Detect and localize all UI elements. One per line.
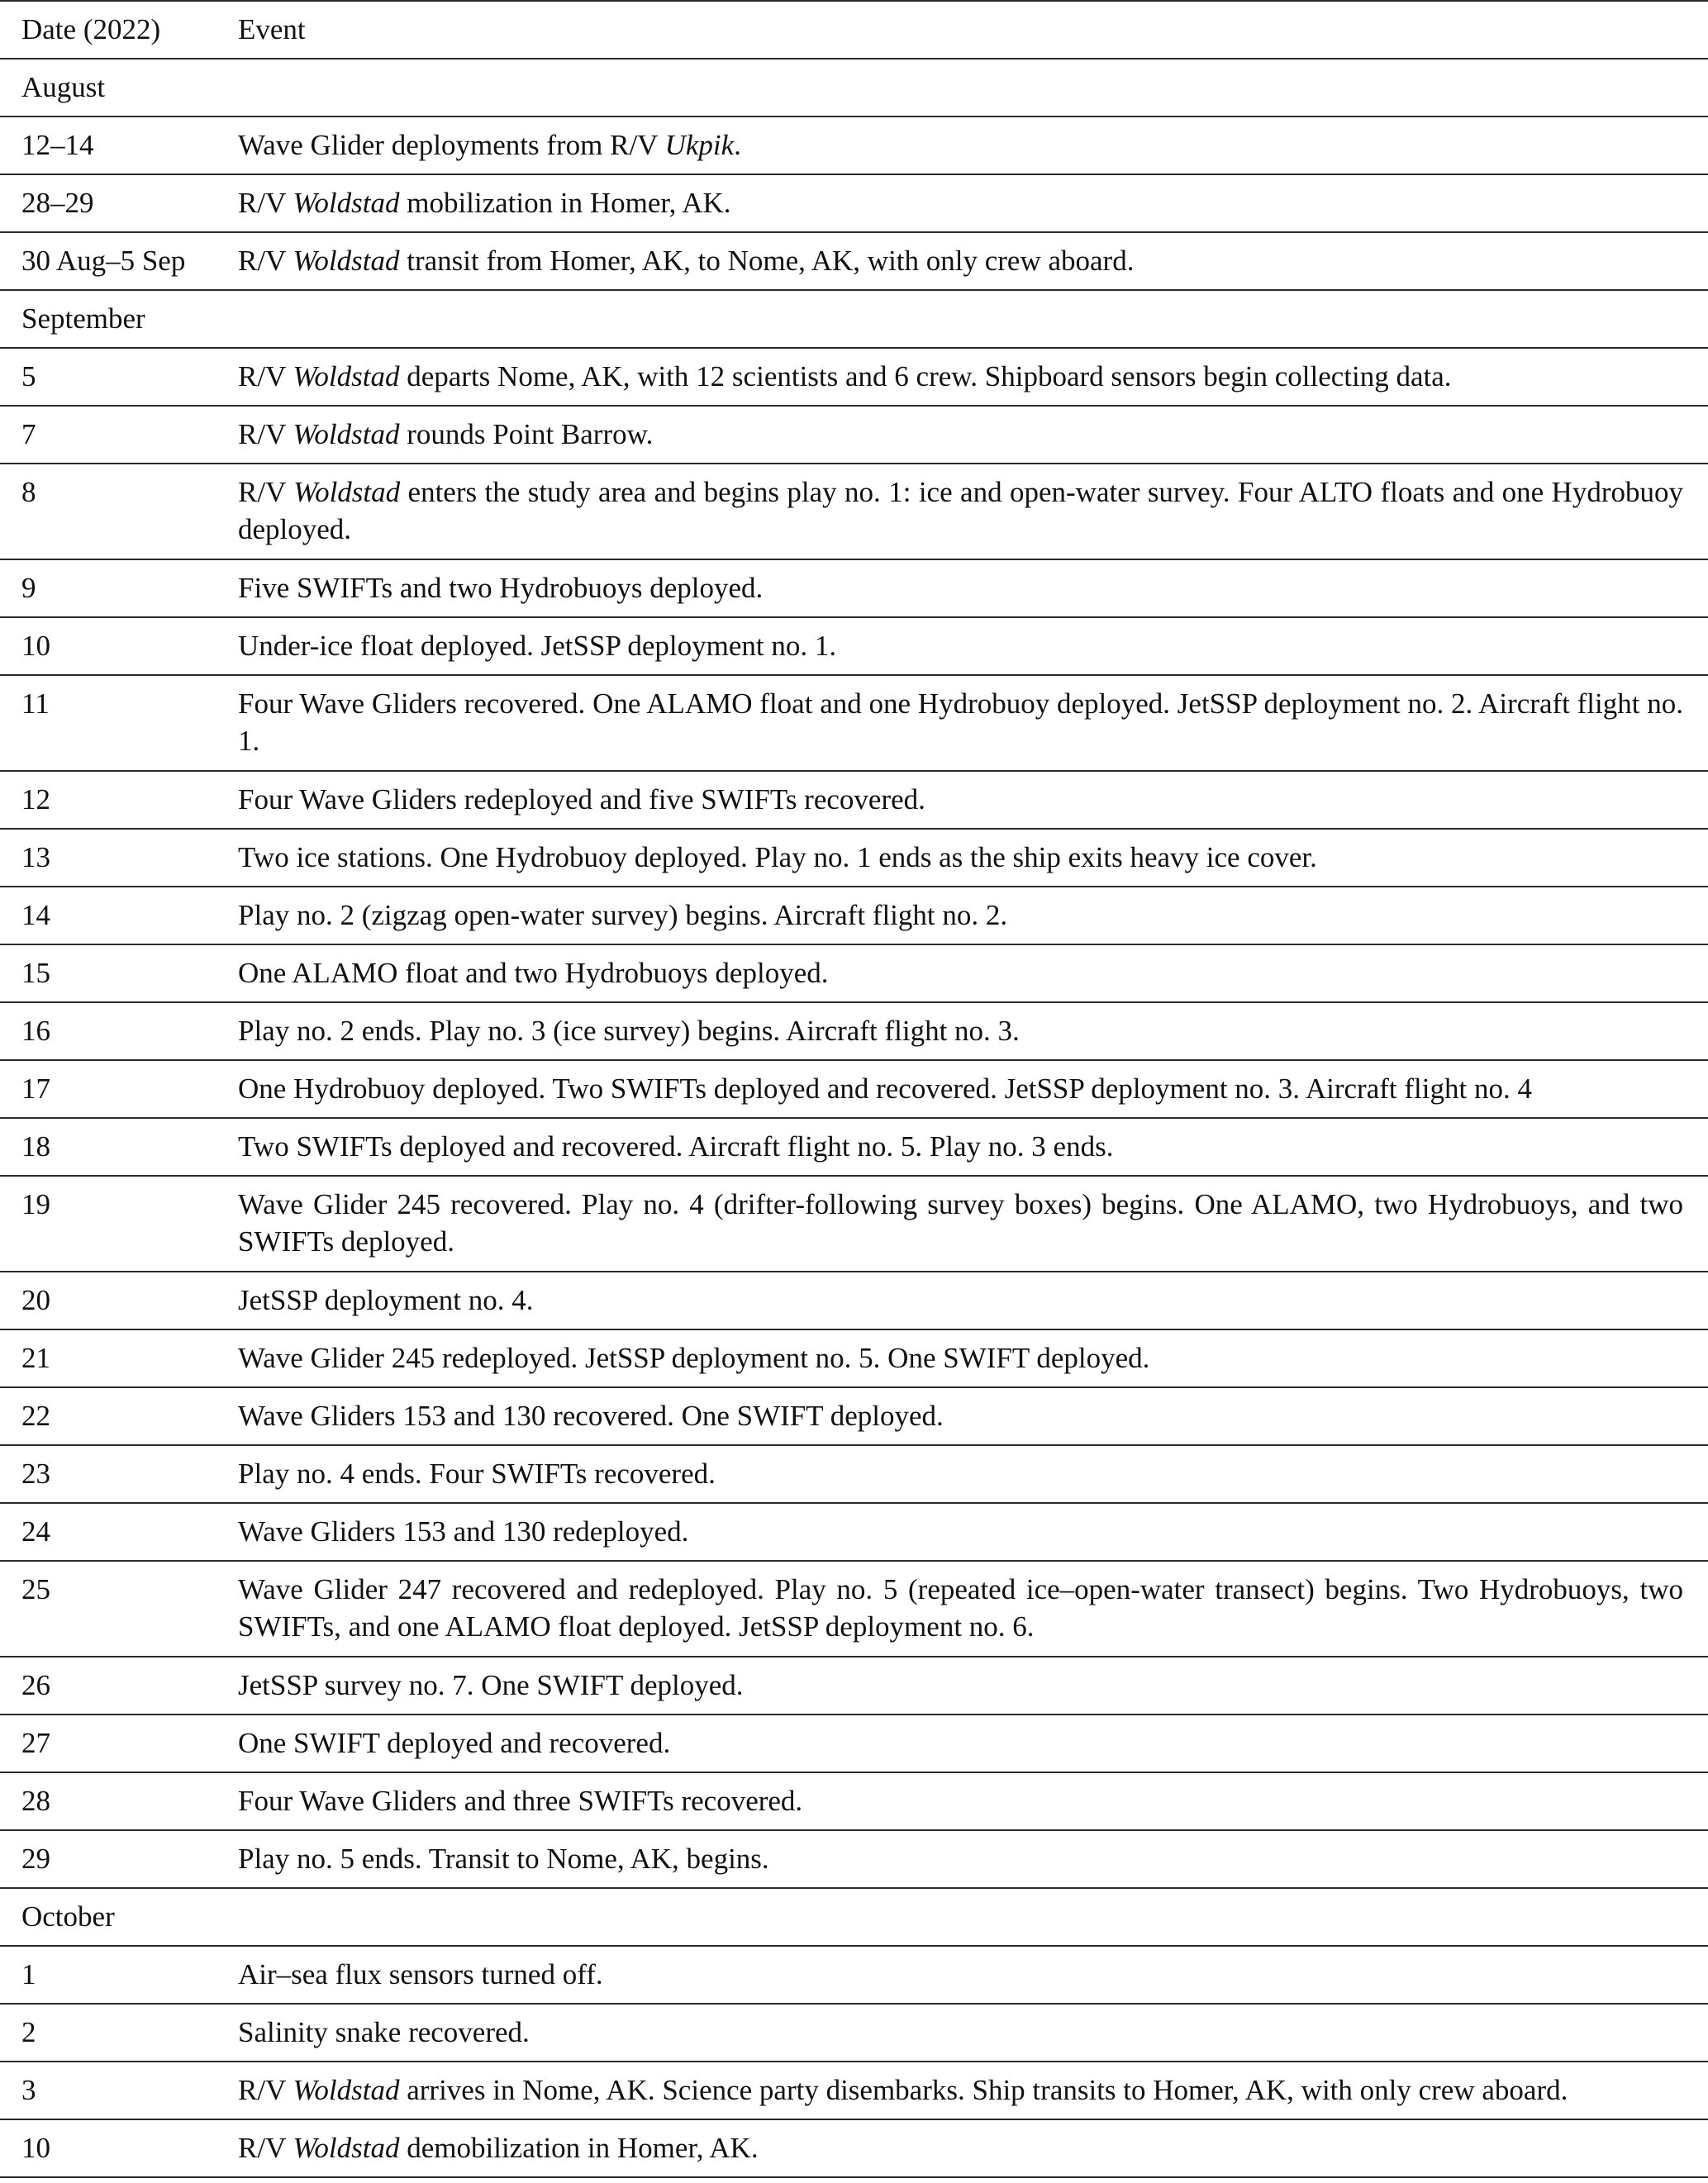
date-cell — [0, 406, 238, 464]
event-text-segment: Play no. 2 ends. Play no. 3 (ice survey) begins. Aircraft flight no. 3. — [238, 1015, 1020, 1047]
table-row — [0, 1060, 1708, 1118]
event-text — [238, 887, 1683, 944]
date-cell — [0, 348, 238, 406]
event-column-header — [238, 1, 1708, 59]
date-column-header — [0, 1, 238, 59]
event-cell — [238, 1445, 1708, 1503]
date-label: 29 — [21, 1843, 50, 1875]
table-row — [0, 464, 1708, 559]
event-text-segment: R/V — [238, 187, 293, 219]
date-label: 30 Aug–5 Sep — [21, 245, 186, 277]
date-cell — [0, 1445, 238, 1503]
table-row — [0, 406, 1708, 464]
event-text — [238, 1061, 1683, 1117]
date-cell — [0, 1118, 238, 1176]
table-header-row — [0, 1, 1708, 59]
event-text — [238, 1947, 1683, 2003]
event-text — [238, 291, 1683, 310]
date-cell — [0, 559, 238, 617]
event-text — [238, 945, 1683, 1001]
date-label: 15 — [21, 957, 50, 989]
date-label: 26 — [21, 1669, 50, 1701]
date-label: 22 — [21, 1400, 50, 1432]
event-text — [238, 1388, 1683, 1444]
event-text — [238, 59, 1683, 78]
event-text-segment: Four Wave Gliders redeployed and five SWIFTs recovered. — [238, 783, 925, 816]
event-cell — [238, 675, 1708, 771]
event-text-segment: R/V — [238, 476, 294, 508]
table-row — [0, 1715, 1708, 1772]
date-cell — [0, 944, 238, 1002]
event-cell — [238, 2062, 1708, 2119]
event-text — [238, 1889, 1683, 1908]
event-cell — [238, 1888, 1708, 1946]
event-text-segment: Four Wave Gliders and three SWIFTs recovered. — [238, 1785, 803, 1817]
event-text-segment: Wave Gliders 153 and 130 recovered. One SWIFT deployed. — [238, 1400, 944, 1432]
date-label: 12–14 — [21, 129, 94, 161]
event-cell — [238, 2004, 1708, 2062]
table-row — [0, 675, 1708, 771]
event-text — [238, 1177, 1683, 1270]
date-cell — [0, 617, 238, 675]
event-cell — [238, 1329, 1708, 1387]
vessel-name: Woldstad — [293, 245, 400, 277]
date-label: 11 — [21, 687, 50, 720]
table-row — [0, 2119, 1708, 2177]
date-label: 19 — [21, 1188, 50, 1220]
vessel-name: Woldstad — [293, 187, 400, 219]
event-text-segment: Two ice stations. One Hydrobuoy deployed. Play no. 1 ends as the ship exits heavy ice cover. — [238, 841, 1317, 873]
event-text-segment: Wave Glider 245 redeployed. JetSSP deployment no. 5. One SWIFT deployed. — [238, 1342, 1150, 1374]
event-cell — [238, 887, 1708, 944]
month-section-row — [0, 1888, 1708, 1946]
event-text-segment: Four Wave Gliders recovered. One ALAMO float and one Hydrobuoy deployed. JetSSP deployment no. 2. Aircraft flight no. 1. — [238, 687, 1683, 757]
event-text-segment: . — [734, 129, 741, 161]
table-row — [0, 1387, 1708, 1445]
event-text-segment: Two SWIFTs deployed and recovered. Aircraft flight no. 5. Play no. 3 ends. — [238, 1130, 1114, 1163]
date-cell — [0, 1946, 238, 2004]
event-text-segment: Air–sea flux sensors turned off. — [238, 1958, 603, 1990]
event-text — [238, 1119, 1683, 1175]
event-text-segment: enters the study area and begins play no. 1: ice and open-water survey. Four ALTO floats and one Hydrobuoy deployed. — [238, 476, 1683, 545]
date-cell — [0, 2004, 238, 2062]
event-text — [238, 676, 1683, 769]
table-row — [0, 2004, 1708, 2062]
table-row — [0, 1445, 1708, 1503]
event-text — [238, 117, 1683, 174]
table-row — [0, 1830, 1708, 1888]
event-text — [238, 2062, 1683, 2119]
event-text-segment: departs Nome, AK, with 12 scientists and 6 crew. Shipboard sensors begin collecting data. — [399, 360, 1452, 392]
date-label: 10 — [21, 630, 50, 662]
event-text — [238, 1562, 1683, 1655]
event-cell — [238, 771, 1708, 829]
date-label: 24 — [21, 1515, 50, 1548]
event-cell — [238, 559, 1708, 617]
table-row — [0, 829, 1708, 887]
event-cell — [238, 406, 1708, 464]
event-text — [238, 772, 1683, 828]
event-header-label: Event — [238, 13, 306, 45]
event-text-segment: Play no. 4 ends. Four SWIFTs recovered. — [238, 1458, 716, 1490]
vessel-name: Woldstad — [293, 360, 400, 392]
event-cell — [238, 1002, 1708, 1060]
date-label: 28 — [21, 1785, 50, 1817]
table-row — [0, 617, 1708, 675]
date-cell — [0, 1772, 238, 1830]
event-cell — [238, 1176, 1708, 1272]
table-row — [0, 117, 1708, 174]
date-cell — [0, 174, 238, 232]
event-text-segment: R/V — [238, 2132, 293, 2164]
table-row — [0, 1272, 1708, 1329]
date-cell — [0, 1503, 238, 1561]
event-text-segment: One Hydrobuoy deployed. Two SWIFTs deployed and recovered. JetSSP deployment no. 3. Aircraft flight no. 4 — [238, 1072, 1532, 1105]
event-cell — [238, 1772, 1708, 1830]
event-cell — [238, 1060, 1708, 1118]
date-cell — [0, 464, 238, 559]
table-row — [0, 2062, 1708, 2119]
table-row — [0, 1946, 1708, 2004]
date-cell — [0, 887, 238, 944]
event-cell — [238, 59, 1708, 117]
date-cell — [0, 1561, 238, 1657]
event-text-segment: Play no. 5 ends. Transit to Nome, AK, begins. — [238, 1843, 769, 1875]
date-label: 25 — [21, 1573, 50, 1605]
date-cell — [0, 232, 238, 290]
table-row — [0, 348, 1708, 406]
event-cell — [238, 1272, 1708, 1329]
date-cell — [0, 675, 238, 771]
table-row — [0, 232, 1708, 290]
table-row — [0, 1657, 1708, 1715]
date-cell — [0, 1888, 238, 1946]
date-cell — [0, 829, 238, 887]
event-text — [238, 1773, 1683, 1829]
date-cell — [0, 2062, 238, 2119]
event-text — [238, 1330, 1683, 1386]
table-row — [0, 1176, 1708, 1272]
event-cell — [238, 1946, 1708, 2004]
date-label: 2 — [21, 2016, 36, 2048]
event-text-segment: Salinity snake recovered. — [238, 2016, 530, 2048]
vessel-name: Woldstad — [293, 476, 401, 508]
event-cell — [238, 944, 1708, 1002]
date-label: October — [21, 1900, 115, 1933]
event-text — [238, 233, 1683, 289]
event-text-segment: arrives in Nome, AK. Science party disembarks. Ship transits to Homer, AK, with only crew aboard. — [399, 2074, 1568, 2106]
date-cell — [0, 1329, 238, 1387]
event-cell — [238, 617, 1708, 675]
date-label: 10 — [21, 2132, 50, 2164]
event-text-segment: R/V — [238, 360, 293, 392]
event-text — [238, 1446, 1683, 1502]
date-label: 13 — [21, 841, 50, 873]
event-text — [238, 1504, 1683, 1560]
event-text — [238, 2120, 1683, 2176]
event-cell — [238, 174, 1708, 232]
event-cell — [238, 1561, 1708, 1657]
date-label: 8 — [21, 476, 36, 508]
event-text-segment: demobilization in Homer, AK. — [399, 2132, 759, 2164]
date-cell — [0, 1715, 238, 1772]
date-label: 21 — [21, 1342, 50, 1374]
event-text-segment: JetSSP survey no. 7. One SWIFT deployed. — [238, 1669, 744, 1701]
date-label: 16 — [21, 1015, 50, 1047]
vessel-name: Woldstad — [293, 418, 400, 450]
month-section-row — [0, 290, 1708, 348]
event-text-segment: transit from Homer, AK, to Nome, AK, with only crew aboard. — [399, 245, 1135, 277]
date-cell — [0, 1060, 238, 1118]
vessel-name: Ukpik — [664, 129, 735, 161]
event-text-segment: Wave Glider 247 recovered and redeployed. Play no. 5 (repeated ice–open-water transect) begins. Two Hydrobuoys, two SWIFTs, and one ALAMO float deployed. JetSSP deployment no. 6. — [238, 1573, 1683, 1643]
event-cell — [238, 1657, 1708, 1715]
date-label: 18 — [21, 1130, 50, 1163]
event-text — [238, 175, 1683, 231]
event-text — [238, 407, 1683, 463]
event-text — [238, 560, 1683, 616]
date-label: 9 — [21, 572, 36, 604]
date-label: 5 — [21, 360, 36, 392]
event-text-segment: Wave Gliders 153 and 130 redeployed. — [238, 1515, 689, 1548]
event-text — [238, 1831, 1683, 1887]
table-row — [0, 944, 1708, 1002]
event-text-segment: R/V — [238, 245, 293, 277]
date-cell — [0, 1657, 238, 1715]
date-label: 3 — [21, 2074, 36, 2106]
event-text-segment: mobilization in Homer, AK. — [399, 187, 731, 219]
event-text — [238, 618, 1683, 674]
event-cell — [238, 290, 1708, 348]
table-row — [0, 1772, 1708, 1830]
event-text-segment: Under-ice float deployed. JetSSP deployment no. 1. — [238, 630, 837, 662]
event-text-segment: Play no. 2 (zigzag open-water survey) begins. Aircraft flight no. 2. — [238, 899, 1008, 931]
date-cell — [0, 290, 238, 348]
event-cell — [238, 348, 1708, 406]
event-text — [238, 2005, 1683, 2061]
date-cell — [0, 1830, 238, 1888]
event-cell — [238, 1830, 1708, 1888]
date-label: 1 — [21, 1958, 36, 1990]
event-text-segment: Wave Glider 245 recovered. Play no. 4 (drifter-following survey boxes) begins. One ALAMO, two Hydrobuoys, and two SWIFTs deployed. — [238, 1188, 1683, 1258]
event-cell — [238, 117, 1708, 174]
date-cell — [0, 1002, 238, 1060]
event-cell — [238, 1715, 1708, 1772]
event-text-segment: rounds Point Barrow. — [399, 418, 654, 450]
event-cell — [238, 232, 1708, 290]
event-cell — [238, 2119, 1708, 2177]
event-text — [238, 1272, 1683, 1329]
event-text-segment: One SWIFT deployed and recovered. — [238, 1727, 671, 1759]
event-text — [238, 1715, 1683, 1772]
table-row — [0, 887, 1708, 944]
month-section-row — [0, 59, 1708, 117]
table-row — [0, 1329, 1708, 1387]
event-cell — [238, 829, 1708, 887]
vessel-name: Woldstad — [293, 2132, 400, 2164]
date-label: 14 — [21, 899, 50, 931]
date-label: 17 — [21, 1072, 50, 1105]
table-row — [0, 1118, 1708, 1176]
table-row — [0, 559, 1708, 617]
event-cell — [238, 464, 1708, 559]
event-cell — [238, 1387, 1708, 1445]
date-label: 28–29 — [21, 187, 94, 219]
table-row — [0, 1002, 1708, 1060]
table-row — [0, 1503, 1708, 1561]
event-text — [238, 349, 1683, 405]
date-cell — [0, 1176, 238, 1272]
table-row — [0, 771, 1708, 829]
date-cell — [0, 2119, 238, 2177]
date-label: 20 — [21, 1284, 50, 1316]
date-cell — [0, 59, 238, 117]
event-text — [238, 1657, 1683, 1714]
event-text-segment: One ALAMO float and two Hydrobuoys deployed. — [238, 957, 829, 989]
date-cell — [0, 1272, 238, 1329]
event-cell — [238, 1503, 1708, 1561]
vessel-name: Woldstad — [293, 2074, 400, 2106]
event-text — [238, 830, 1683, 886]
table-row — [0, 1561, 1708, 1657]
table-body — [0, 59, 1708, 2177]
date-label: August — [21, 71, 106, 103]
event-text-segment: R/V — [238, 2074, 293, 2106]
date-label: 12 — [21, 783, 50, 816]
event-text-segment: Wave Glider deployments from R/V — [238, 129, 665, 161]
date-header-label: Date (2022) — [21, 13, 161, 45]
event-text — [238, 464, 1683, 558]
date-cell — [0, 771, 238, 829]
event-text-segment: R/V — [238, 418, 293, 450]
date-label: 23 — [21, 1458, 50, 1490]
date-label: 27 — [21, 1727, 50, 1759]
date-label: September — [21, 302, 145, 335]
table-row — [0, 174, 1708, 232]
date-cell — [0, 117, 238, 174]
event-text-segment: Five SWIFTs and two Hydrobuoys deployed. — [238, 572, 764, 604]
date-label: 7 — [21, 418, 36, 450]
date-cell — [0, 1387, 238, 1445]
event-text — [238, 1003, 1683, 1059]
event-text-segment: JetSSP deployment no. 4. — [238, 1284, 534, 1316]
event-cell — [238, 1118, 1708, 1176]
